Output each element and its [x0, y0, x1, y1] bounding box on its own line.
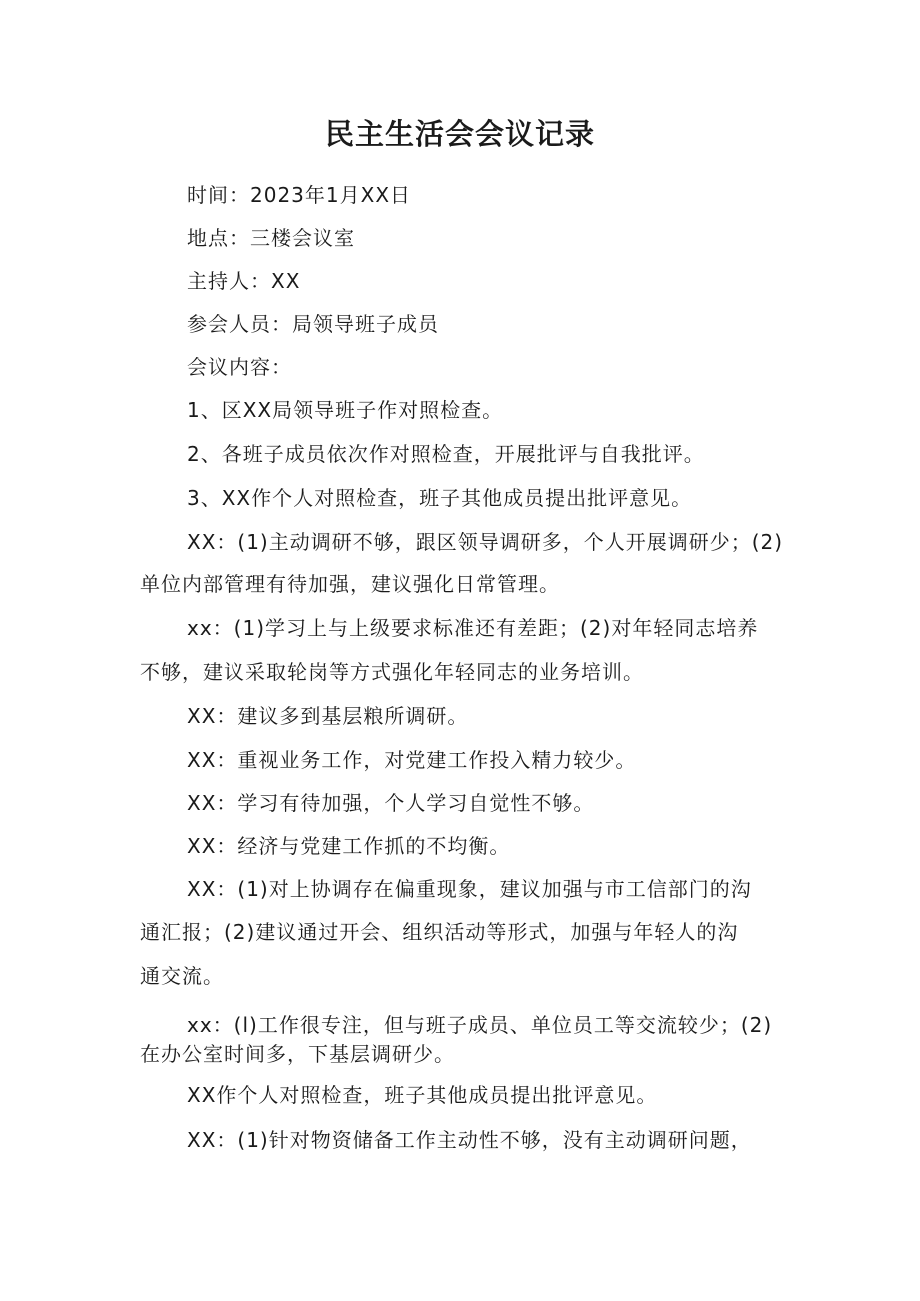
comment-line: xx：(l)工作很专注，但与班子成员、单位员工等交流较少；(2): [187, 1013, 773, 1037]
meeting-time: 时间：2023年1月XX日: [187, 183, 412, 207]
agenda-item: 2、各班子成员依次作对照检查，开展批评与自我批评。: [187, 442, 705, 466]
agenda-item: 1、区XX局领导班子作对照检查。: [187, 398, 504, 422]
comment-line: 在办公室时间多，下基层调研少。: [140, 1042, 455, 1066]
comment-line: 通汇报；(2)建议通过开会、组织活动等形式，加强与年轻人的沟: [140, 920, 739, 944]
comment-line: 单位内部管理有待加强，建议强化日常管理。: [140, 572, 560, 596]
meeting-content-label: 会议内容：: [187, 355, 292, 379]
comment-line: XX：经济与党建工作抓的不均衡。: [187, 834, 511, 858]
meeting-attendees: 参会人员：局领导班子成员: [187, 312, 439, 336]
comment-line: XX：(1)对上协调存在偏重现象，建议加强与市工信部门的沟: [187, 877, 752, 901]
comment-line: XX：(1)针对物资储备工作主动性不够，没有主动调研问题，: [187, 1128, 752, 1152]
agenda-item: 3、XX作个人对照检查，班子其他成员提出批评意见。: [187, 486, 693, 510]
comment-line: XX：(1)主动调研不够，跟区领导调研多，个人开展调研少；(2): [187, 530, 784, 554]
comment-line: 通交流。: [140, 964, 224, 988]
meeting-place: 地点：三楼会议室: [187, 226, 355, 250]
comment-line: XX：重视业务工作，对党建工作投入精力较少。: [187, 748, 637, 772]
comment-line: XX作个人对照检查，班子其他成员提出批评意见。: [187, 1083, 658, 1107]
document-title: 民主生活会会议记录: [324, 117, 595, 151]
comment-line: XX：建议多到基层粮所调研。: [187, 704, 469, 728]
comment-line: 不够，建议采取轮岗等方式强化年轻同志的业务培训。: [140, 660, 644, 684]
comment-line: XX：学习有待加强，个人学习自觉性不够。: [187, 791, 595, 815]
meeting-host: 主持人：XX: [187, 269, 301, 293]
comment-line: xx：(1)学习上与上级要求标准还有差距；(2)对年轻同志培养: [187, 616, 759, 640]
